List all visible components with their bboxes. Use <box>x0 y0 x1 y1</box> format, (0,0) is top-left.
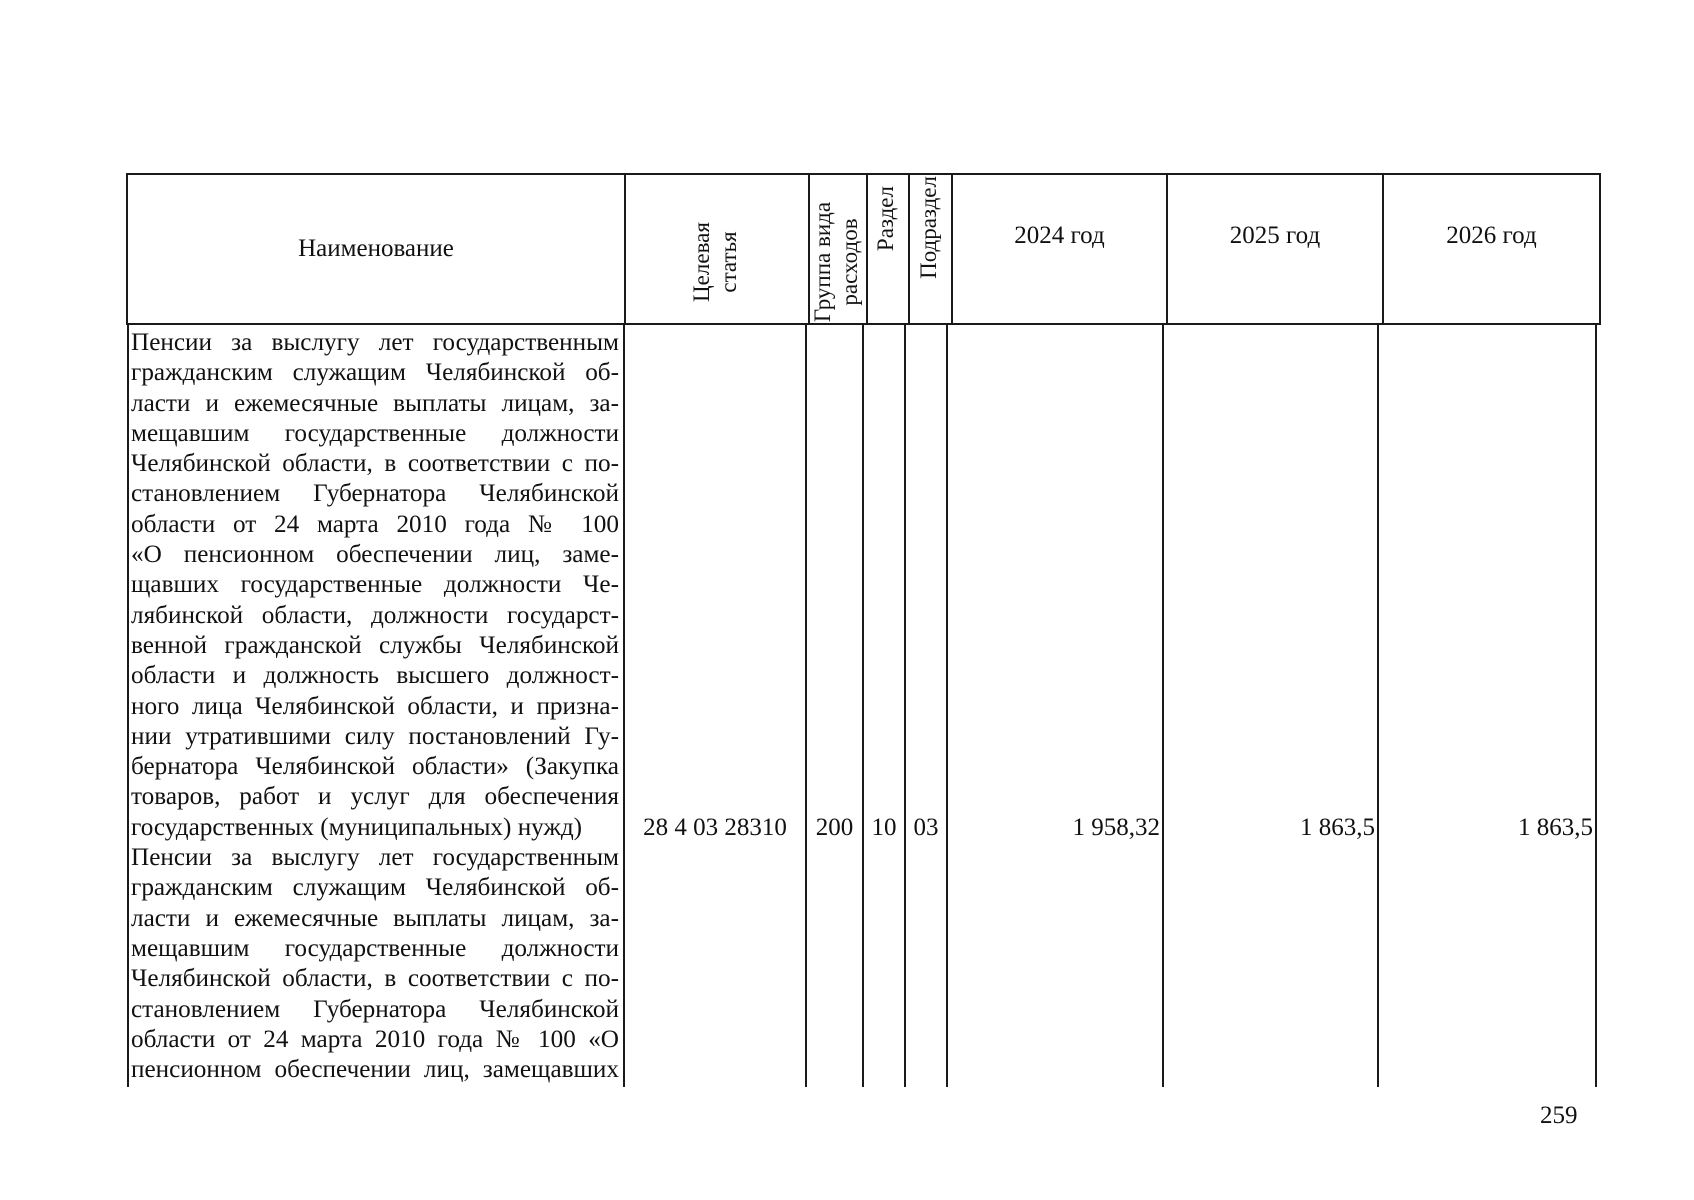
body-col-subsection <box>946 324 948 1087</box>
row1-name-line: ласти и ежемесячные выплаты лицам, за- <box>131 389 619 417</box>
row1-expense-group: 200 <box>815 814 854 841</box>
row1-name-line: становлением Губернатора Челябинской <box>131 480 619 508</box>
row1-2026: 1 863,5 <box>1518 814 1593 841</box>
header-expense-group-line1: Группа вида <box>810 201 835 323</box>
row-names <box>131 328 619 1085</box>
row2-name-line: становлением Губернатора Челябинской <box>131 995 619 1023</box>
row1-name-line: лябинской области, должности государст- <box>131 601 619 629</box>
header-subsection-label: Подраздел <box>916 176 941 279</box>
row1-name-line: государственных (муниципальных) нужд) <box>131 813 583 841</box>
header-section-label: Раздел <box>873 186 898 252</box>
col-border-group <box>866 173 868 325</box>
body-col-article <box>805 324 807 1087</box>
row1-2024: 1 958,32 <box>1072 814 1160 841</box>
row1-name-line: «О пенсионном обеспечении лиц, заме- <box>131 541 619 569</box>
row2-name-line: мещавшим государственные должности <box>131 934 619 962</box>
body-col-section <box>904 324 906 1087</box>
row1-target-article: 28 4 03 28310 <box>643 814 787 841</box>
row1-name-line: щавших государственные должности Че- <box>131 571 619 599</box>
row1-name-line: мещавшим государственные должности <box>131 419 619 447</box>
row1-name-line: бернатора Челябинской области» (Закупка <box>131 753 619 781</box>
row1-name-line: ного лица Челябинской области, и призна- <box>131 692 619 720</box>
row2-name-line: гражданским служащим Челябинской об- <box>131 874 619 902</box>
header-target-article-line1: Целевая <box>689 222 714 302</box>
row1-name-line: Челябинской области, в соответствии с по- <box>131 450 619 478</box>
header-2024: 2024 год <box>1014 222 1105 249</box>
body-col-2024 <box>1162 324 1164 1087</box>
header-expense-group-line2: расходов <box>837 218 862 306</box>
body-col-2025 <box>1377 324 1379 1087</box>
row1-name-line: области от 24 марта 2010 года № 100 <box>131 510 619 538</box>
body-col-group <box>862 324 864 1087</box>
page-number: 259 <box>1540 1102 1578 1129</box>
body-col-left <box>127 324 129 1087</box>
table-top-border <box>126 173 1601 175</box>
col-border-name <box>624 173 626 325</box>
row1-2025: 1 863,5 <box>1300 814 1375 841</box>
col-border-section <box>908 173 910 325</box>
row1-section: 10 <box>871 814 897 841</box>
header-section <box>872 174 902 324</box>
row1-name-line: товаров, работ и услуг для обеспечения <box>131 783 619 811</box>
row2-name-line: пенсионном обеспечении лиц, замещавших <box>131 1056 619 1084</box>
row2-name-line: Пенсии за выслугу лет государственным <box>131 844 619 872</box>
row1-name-line: области и должность высшего должност- <box>131 662 619 690</box>
body-col-name <box>623 324 625 1087</box>
body-col-right <box>1595 324 1597 1087</box>
header-target-article <box>688 187 744 337</box>
row2-name-line: ласти и ежемесячные выплаты лицам, за- <box>131 904 619 932</box>
row1-name-line: гражданским служащим Челябинской об- <box>131 359 619 387</box>
row2-name-line: Челябинской области, в соответствии с по- <box>131 965 619 993</box>
row1-name-line: венной гражданской службы Челябинской <box>131 631 619 659</box>
header-2026: 2026 год <box>1446 222 1537 249</box>
row1-name-line: Пенсии за выслугу лет государственным <box>131 329 619 356</box>
header-target-article-line2: статья <box>716 231 741 293</box>
header-2025: 2025 год <box>1229 222 1321 249</box>
row2-name-line: области от 24 марта 2010 года № 100 «О <box>131 1025 619 1053</box>
col-border-right <box>1599 173 1601 325</box>
header-expense-group <box>809 187 865 337</box>
header-name: Наименование <box>298 235 454 262</box>
header-subsection <box>915 174 945 324</box>
row1-subsection: 03 <box>913 814 939 841</box>
row1-name-line: нии утратившими силу постановлений Гу- <box>131 722 619 750</box>
